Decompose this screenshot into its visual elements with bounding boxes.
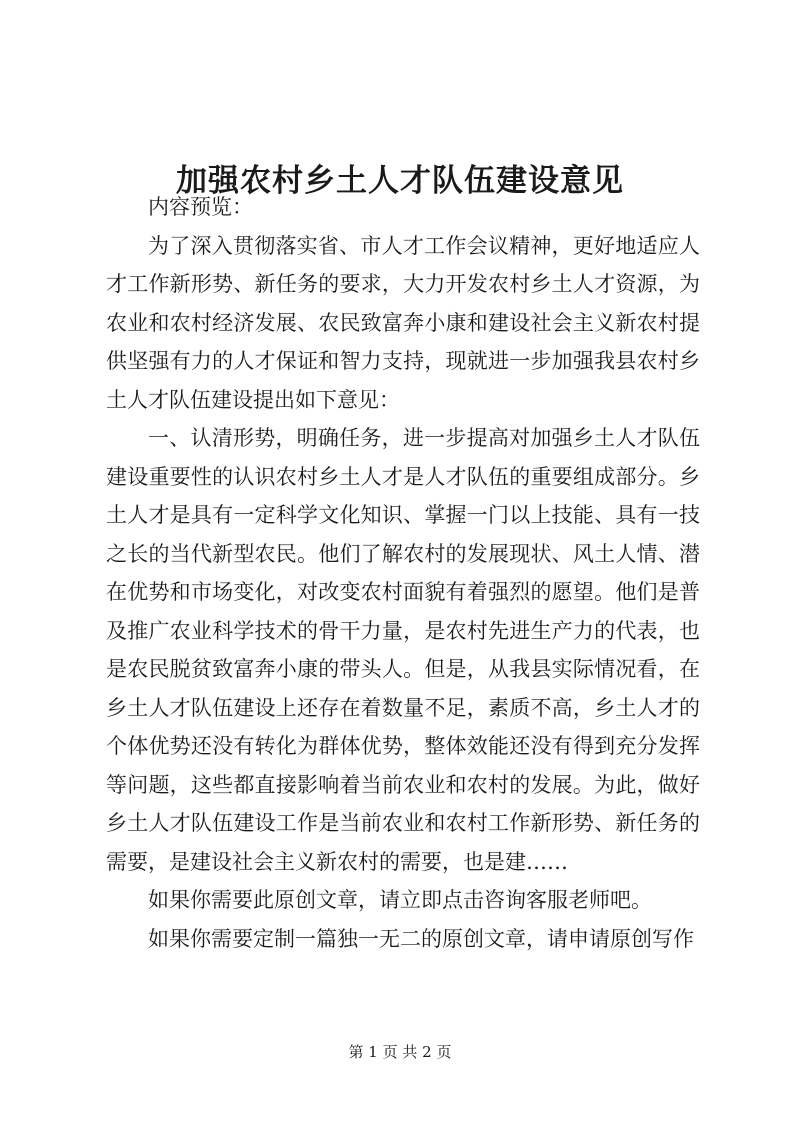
preview-label: 内容预览：: [148, 195, 253, 219]
document-title: 加强农村乡土人才队伍建设意见: [176, 162, 624, 199]
document-body: [106, 188, 700, 958]
consult-link-paragraph[interactable]: 如果你需要此原创文章，请立即点击咨询客服老师吧。: [148, 888, 652, 912]
custom-writing-paragraph: 如果你需要定制一篇独一无二的原创文章，请申请原创写作: [148, 926, 694, 951]
page-number-footer: 第 1 页 共 2 页: [348, 1043, 452, 1061]
intro-paragraph: 为了深入贯彻落实省、市人才工作会议精神，更好地适应人才工作新形势、新任务的要求，大力开发农村乡土人才资源，为农业和农村经济发展、农民致富奔小康和建设社会主义新农村提供坚强有力的人才保证和智力支持，现就进一步加强我县农村乡土人才队伍建设提出如下意见：: [106, 233, 700, 412]
section-one-paragraph: 一、认清形势，明确任务，进一步提高对加强乡土人才队伍建设重要性的认识农村乡土人才是人才队伍的重要组成部分。乡土人才是具有一定科学文化知识、掌握一门以上技能、具有一技之长的当代新型农民。他们了解农村的发展现状、风土人情、潜在优势和市场变化，对改变农村面貌有着强烈的愿望。他们是普及推广农业科学技术的骨干力量，是农村先进生产力的代表，也是农民脱贫致富奔小康的带头人。但是，从我县实际情况看，在乡土人才队伍建设上还存在着数量不足，素质不高，乡土人才的个体优势还没有转化为群体优势，整体效能还没有得到充分发挥等问题，这些都直接影响着当前农业和农村的发展。为此，做好乡土人才队伍建设工作是当前农业和农村工作新形势、新任务的需要，是建设社会主义新农村的需要，也是建……: [106, 426, 700, 874]
